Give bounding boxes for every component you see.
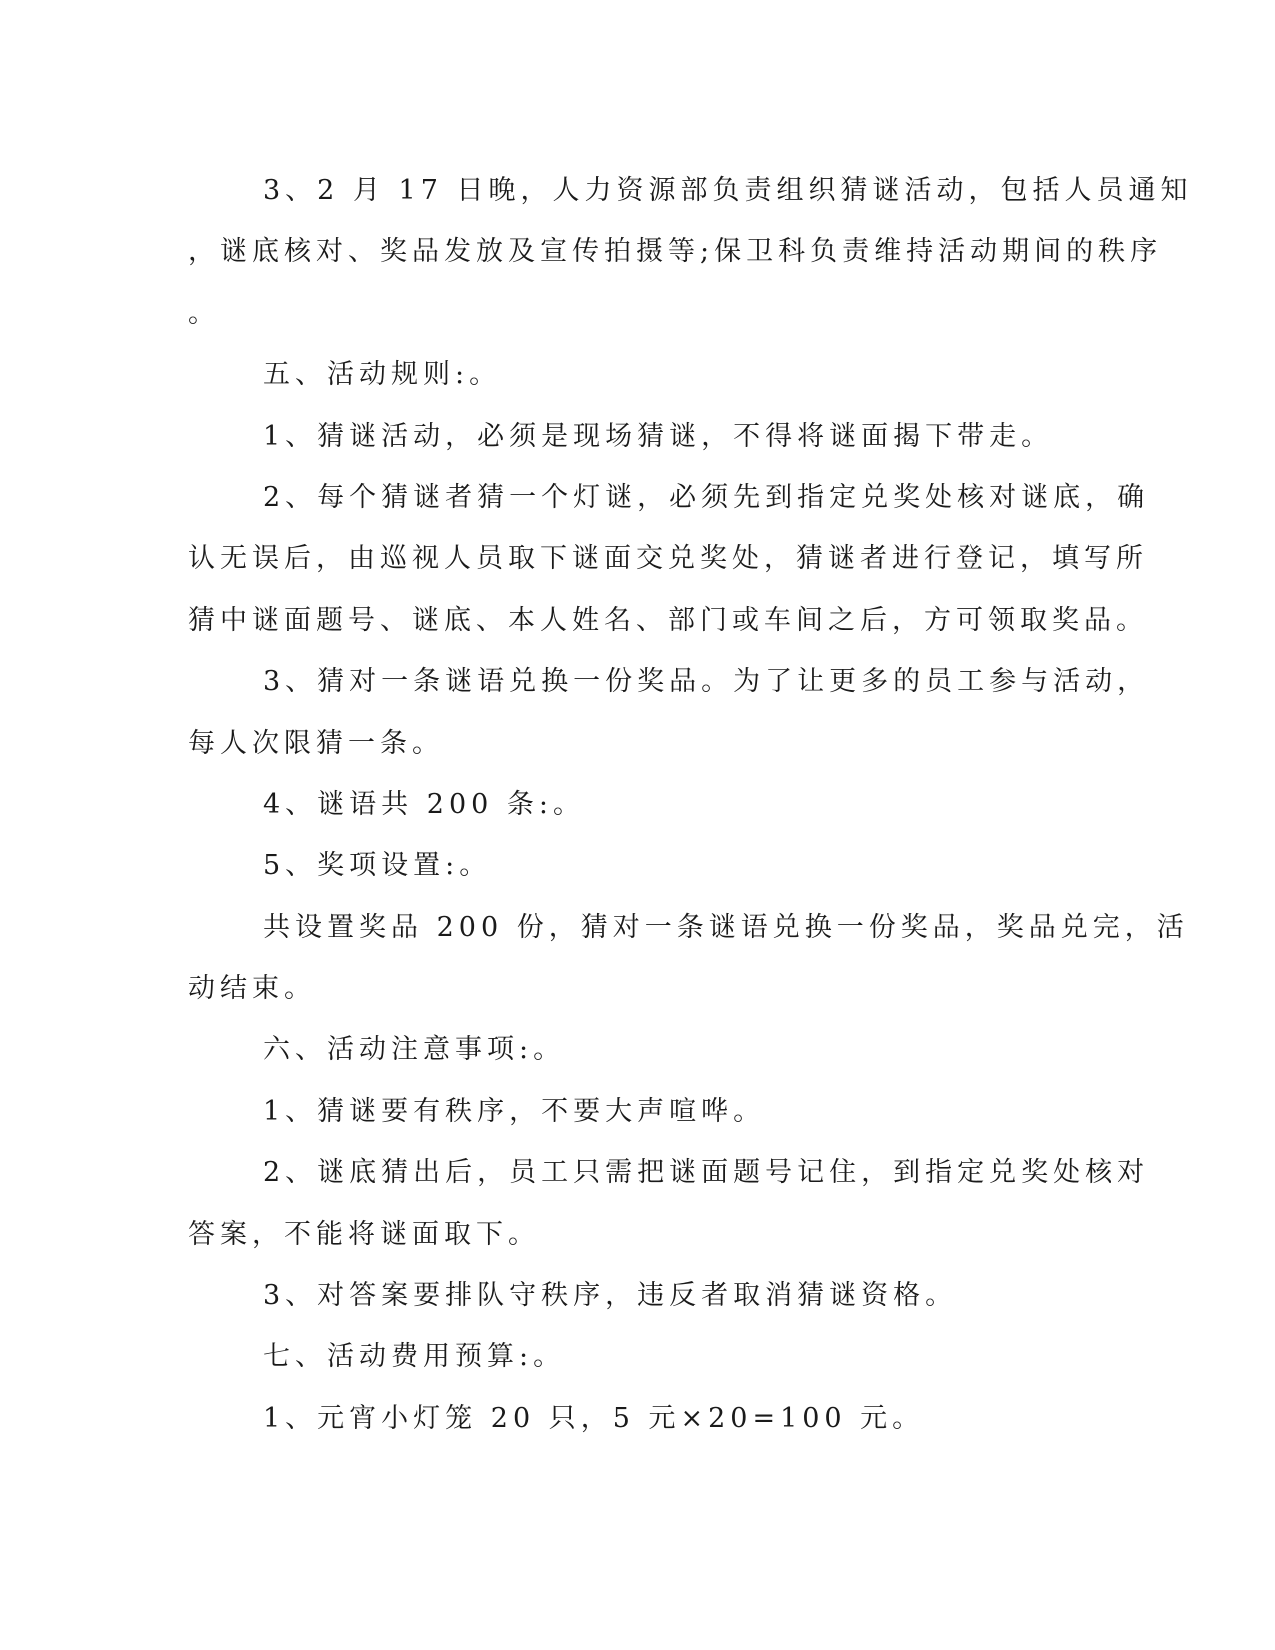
text-line: 3、2 月 17 日晚，人力资源部负责组织猜谜活动，包括人员通知 [263,175,1193,206]
text-line: 1、元宵小灯笼 20 只，5 元×20=100 元。 [263,1402,925,1434]
text-line: 3、猜对一条谜语兑换一份奖品。为了让更多的员工参与活动， [263,666,1150,698]
text-line: 5、奖项设置:。 [263,850,492,882]
text-line: 。 [188,297,220,329]
text-line: 动结束。 [188,973,316,1005]
text-line: 认无误后，由巡视人员取下谜面交兑奖处，猜谜者进行登记，填写所 [188,543,1148,575]
text-line: 2、每个猜谜者猜一个灯谜，必须先到指定兑奖处核对谜底，确 [263,481,1150,513]
text-line: 3、对答案要排队守秩序，违反者取消猜谜资格。 [263,1280,958,1312]
document-body [188,160,1193,1449]
text-line: 2、谜底猜出后，员工只需把谜面题号记住，到指定兑奖处核对 [263,1157,1150,1189]
section-heading: 六、活动注意事项:。 [263,1034,566,1066]
text-line: 答案，不能将谜面取下。 [188,1218,540,1250]
text-line: 1、猜谜要有秩序，不要大声喧哗。 [263,1095,766,1127]
text-line: 猜中谜面题号、谜底、本人姓名、部门或车间之后，方可领取奖品。 [188,604,1148,636]
section-heading: 七、活动费用预算:。 [263,1341,566,1373]
text-line: 1、猜谜活动，必须是现场猜谜，不得将谜面揭下带走。 [263,420,1054,452]
section-heading: 五、活动规则:。 [263,359,502,391]
text-line: ，谜底核对、奖品发放及宣传拍摄等;保卫科负责维持活动期间的秩序 [188,236,1163,268]
text-line: 共设置奖品 200 份，猜对一条谜语兑换一份奖品，奖品兑完，活 [263,911,1189,943]
text-line: 每人次限猜一条。 [188,727,444,759]
text-line: 4、谜语共 200 条:。 [263,788,585,820]
